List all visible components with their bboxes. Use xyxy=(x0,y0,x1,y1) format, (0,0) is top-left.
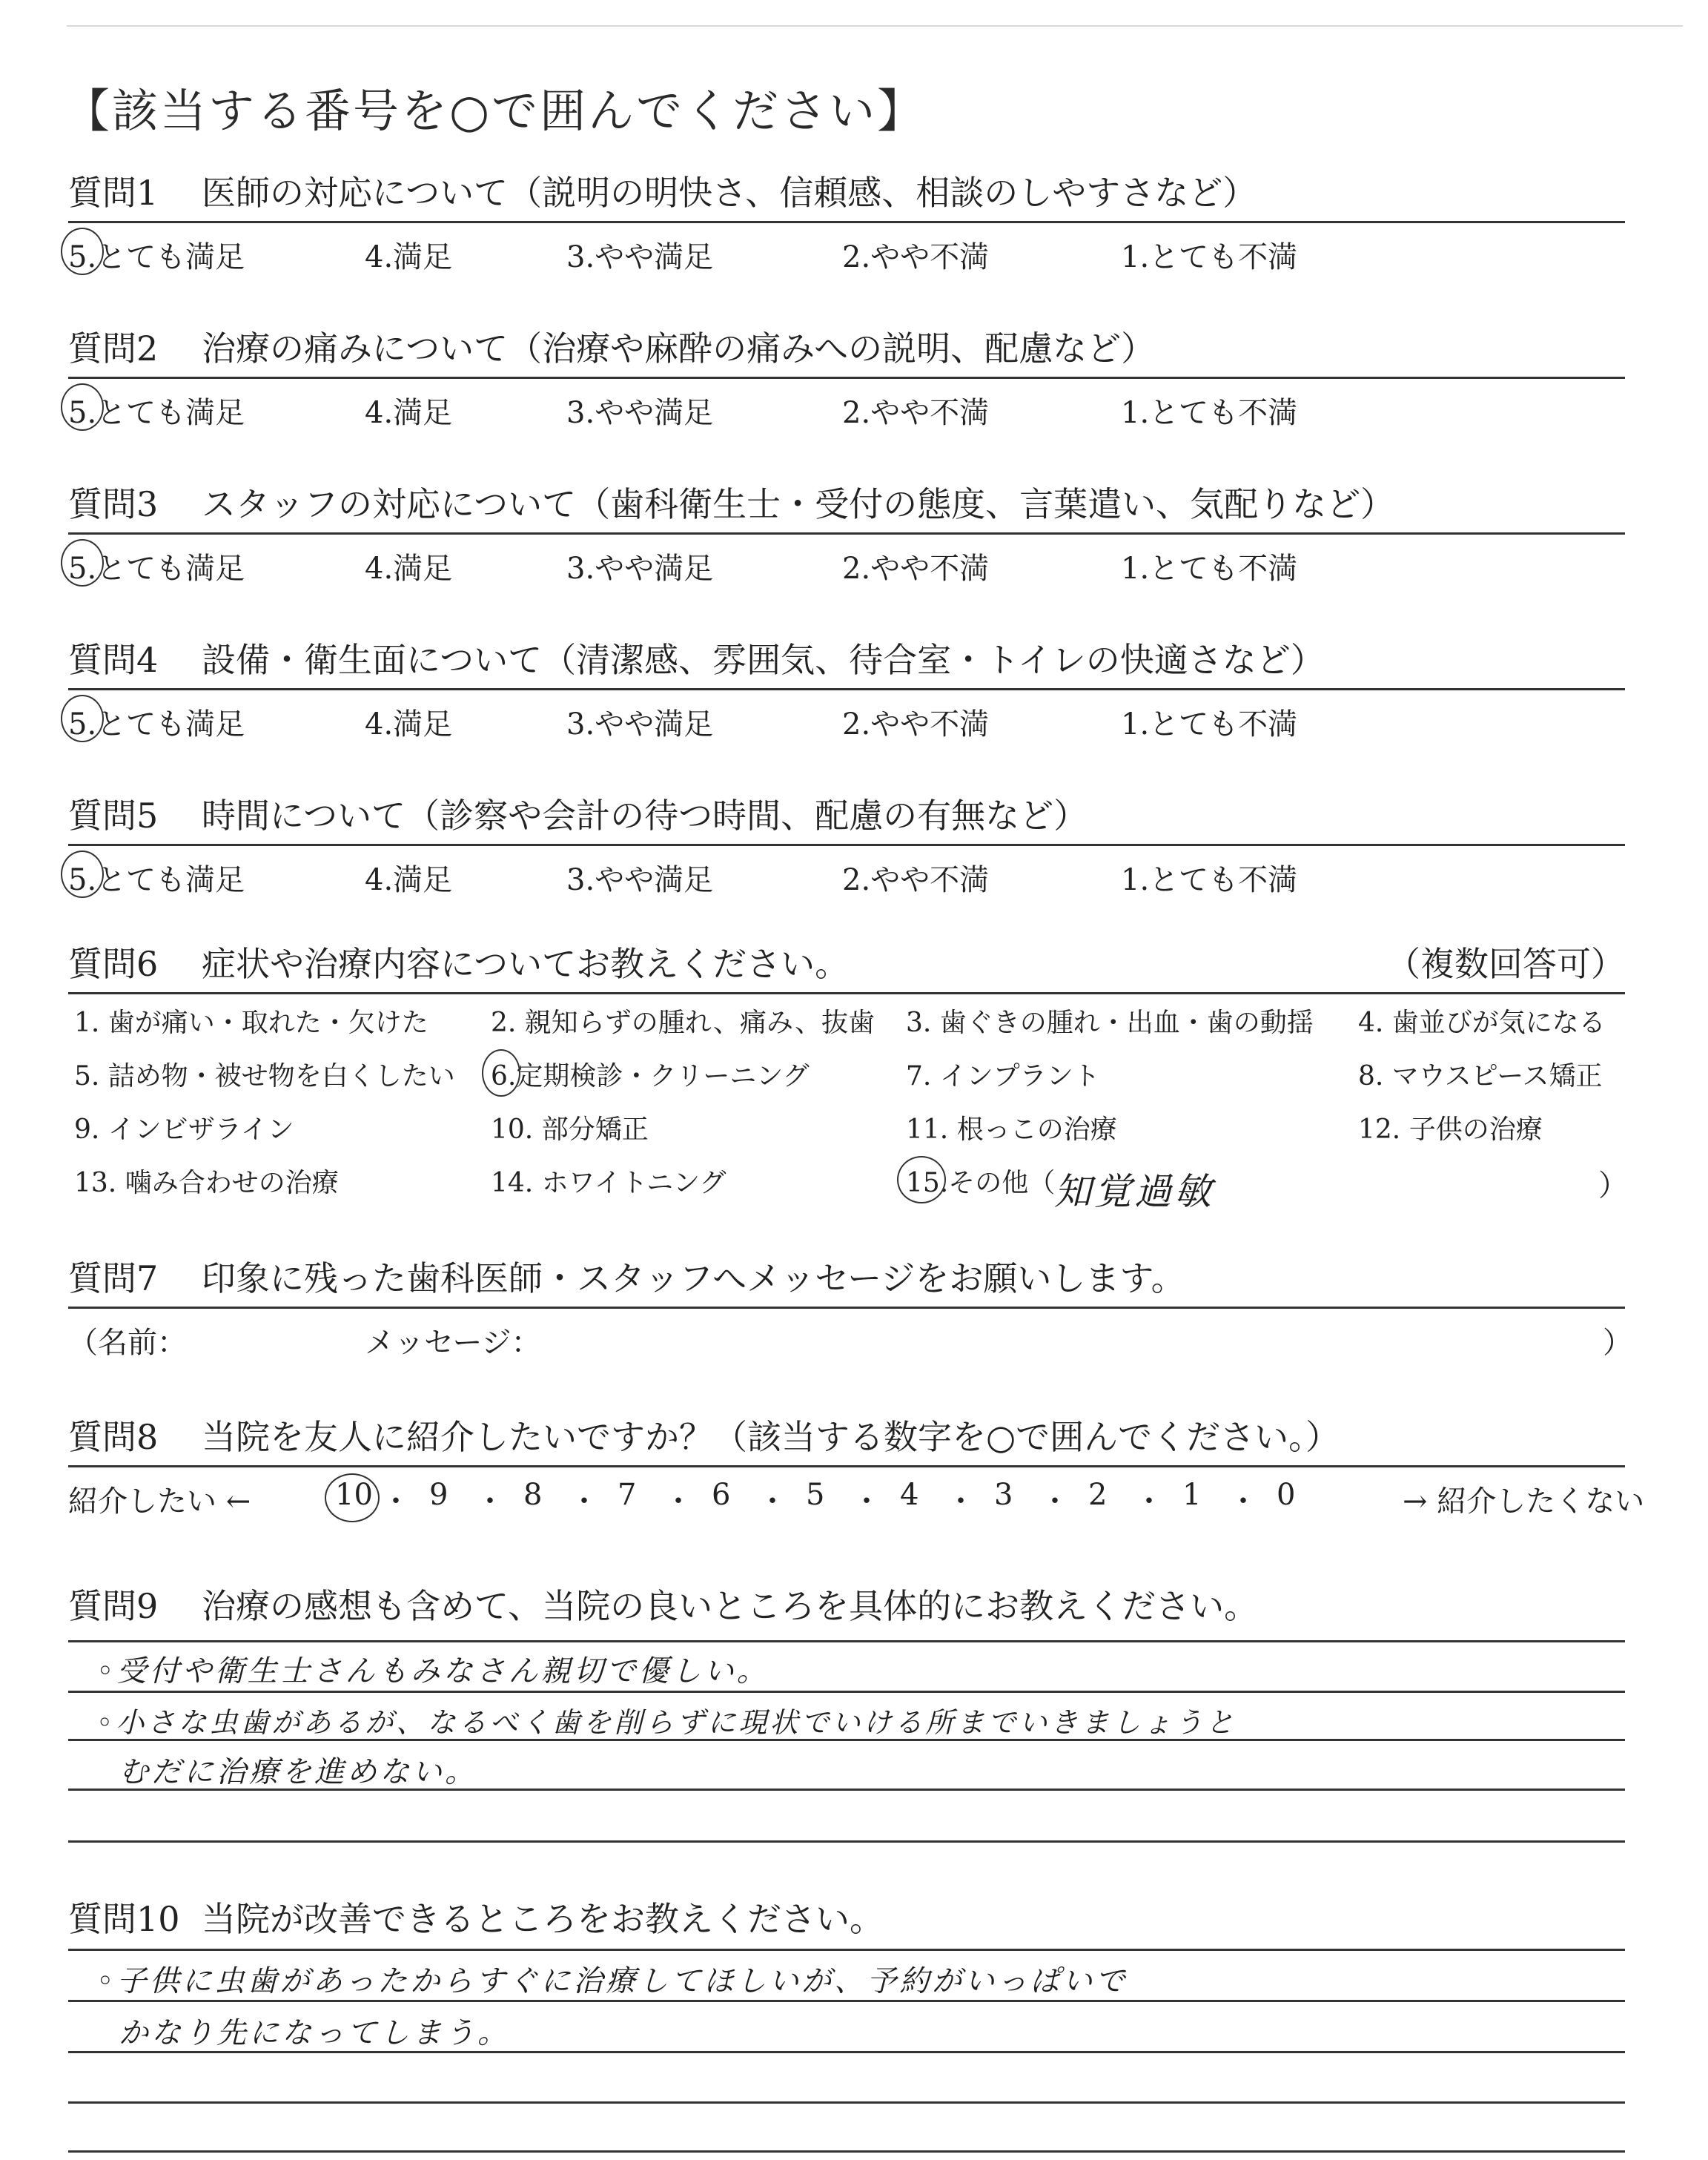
q8-scale-value[interactable]: 1 xyxy=(1182,1478,1202,1512)
q8-scale-value[interactable]: 3 xyxy=(994,1478,1013,1512)
q8-scale-separator: ・ xyxy=(381,1484,411,1519)
q8-scale-separator: ・ xyxy=(946,1484,976,1519)
q8-scale-separator: ・ xyxy=(1134,1484,1164,1519)
rating-option[interactable]: 4.満足 xyxy=(365,707,453,742)
q7-close: ） xyxy=(1603,1326,1632,1360)
rating-option[interactable]: 3.やや満足 xyxy=(566,552,714,586)
question-7-number: 質問7 xyxy=(68,1258,159,1298)
selection-circle xyxy=(61,539,104,587)
selection-circle xyxy=(61,383,104,431)
question-1-options xyxy=(68,223,1625,277)
q6-other-close: ） xyxy=(1598,1169,1628,1203)
selection-circle xyxy=(897,1156,946,1203)
q6-option[interactable]: 8. マウスピース矯正 xyxy=(1358,1061,1603,1091)
q7-message-label: メッセージ： xyxy=(365,1326,541,1360)
rating-option[interactable]: 5.とても満足 xyxy=(68,863,245,897)
q8-scale xyxy=(68,1467,1645,1524)
q8-scale-value[interactable]: 2 xyxy=(1088,1478,1108,1512)
q8-scale-separator: ・ xyxy=(475,1484,505,1519)
question-3-title xyxy=(68,476,1625,535)
question-5-number: 質問5 xyxy=(68,796,159,836)
rating-option[interactable]: 1.とても不満 xyxy=(1121,552,1298,586)
rating-option[interactable]: 5.とても満足 xyxy=(68,240,245,274)
question-4-text: 設備・衛生面について（清潔感、雰囲気、待合室・トイレの快適さなど） xyxy=(202,640,1325,680)
q9-answer-line-1: ◦受付や衛生士さんもみなさん親切で優しい。 xyxy=(96,1654,769,1688)
question-7-text: 印象に残った歯科医師・スタッフへメッセージをお願いします。 xyxy=(202,1258,1185,1298)
question-6-note: （複数回答可） xyxy=(1386,944,1625,984)
page-heading: 【該当する番号を○で囲んでください】 xyxy=(64,84,926,138)
question-7-fields xyxy=(68,1309,1632,1362)
rating-option[interactable]: 5.とても満足 xyxy=(68,707,245,742)
q8-scale-value[interactable]: 8 xyxy=(523,1478,543,1512)
q9-answer-line-2: ◦小さな虫歯があるが、なるべく歯を削らずに現状でいける所までいきましょうと xyxy=(96,1706,1237,1739)
q10-line-2 xyxy=(68,2000,1625,2002)
q6-option[interactable]: 5. 詰め物・被せ物を白くしたい xyxy=(74,1061,455,1091)
q6-option[interactable]: 3. 歯ぐきの腫れ・出血・歯の動揺 xyxy=(906,1008,1314,1038)
question-2 xyxy=(68,320,1625,432)
question-10-text: 当院が改善できるところをお教えください。 xyxy=(202,1899,884,1939)
q6-option[interactable]: 15.その他（ xyxy=(906,1168,1056,1198)
q8-scale-value[interactable]: 5 xyxy=(806,1478,825,1512)
top-rule xyxy=(67,25,1683,27)
rating-option[interactable]: 3.やや満足 xyxy=(566,240,714,274)
question-2-options xyxy=(68,379,1625,432)
question-5 xyxy=(68,787,1625,899)
question-7 xyxy=(68,1250,1632,1362)
question-10-title xyxy=(68,1891,1625,1947)
q9-line-1 xyxy=(68,1640,1625,1642)
rating-option[interactable]: 2.やや不満 xyxy=(842,396,990,430)
question-9-text: 治療の感想も含めて、当院の良いところを具体的にお教えください。 xyxy=(202,1586,1259,1626)
q6-option[interactable]: 10. 部分矯正 xyxy=(491,1114,649,1145)
q10-answer-line-1: ◦子供に虫歯があったからすぐに治療してほしいが、予約がいっぱいで xyxy=(96,1964,1128,1998)
question-8 xyxy=(68,1409,1645,1524)
q6-option[interactable]: 14. ホワイトニング xyxy=(491,1168,726,1198)
question-7-title xyxy=(68,1250,1625,1309)
question-3-options xyxy=(68,535,1625,588)
rating-option[interactable]: 2.やや不満 xyxy=(842,863,990,897)
question-9-number: 質問9 xyxy=(68,1586,159,1626)
question-9 xyxy=(68,1578,1625,1634)
q7-name-label: （名前： xyxy=(68,1326,187,1360)
q9-line-2 xyxy=(68,1691,1625,1693)
question-5-options xyxy=(68,846,1625,899)
q8-scale-separator: ・ xyxy=(1040,1484,1070,1519)
question-1-title xyxy=(68,165,1625,223)
q8-scale-separator: ・ xyxy=(1228,1484,1258,1519)
q6-options-grid xyxy=(68,994,1628,1217)
question-8-text: 当院を友人に紹介したいですか？（該当する数字を○で囲んでください。） xyxy=(202,1417,1340,1457)
question-1-text: 医師の対応について（説明の明快さ、信頼感、相談のしやすさなど） xyxy=(202,173,1257,213)
question-8-title xyxy=(68,1409,1625,1467)
question-2-number: 質問2 xyxy=(68,328,159,369)
question-3 xyxy=(68,476,1625,588)
q10-line-1 xyxy=(68,1949,1625,1951)
q8-scale-value[interactable]: 6 xyxy=(712,1478,731,1512)
rating-option[interactable]: 4.満足 xyxy=(365,396,453,430)
rating-option[interactable]: 5.とても満足 xyxy=(68,396,245,430)
q9-line-5 xyxy=(68,1840,1625,1843)
q10-answer-line-2: かなり先になってしまう。 xyxy=(119,2016,510,2050)
q8-scale-separator: ・ xyxy=(569,1484,599,1519)
rating-option[interactable]: 4.満足 xyxy=(365,240,453,274)
q8-scale-value[interactable]: 0 xyxy=(1277,1478,1296,1512)
question-4-title xyxy=(68,632,1625,690)
rating-option[interactable]: 1.とても不満 xyxy=(1121,240,1298,274)
q6-option[interactable]: 4. 歯並びが気になる xyxy=(1358,1008,1606,1038)
question-1 xyxy=(68,165,1625,277)
q10-line-5 xyxy=(68,2150,1625,2153)
rating-option[interactable]: 3.やや満足 xyxy=(566,707,714,742)
q6-other-answer: 知覚過敏 xyxy=(1054,1170,1214,1213)
selection-circle xyxy=(482,1049,520,1097)
q6-option[interactable]: 2. 親知らずの腫れ、痛み、抜歯 xyxy=(491,1008,875,1038)
question-1-number: 質問1 xyxy=(68,173,159,213)
q10-line-4 xyxy=(68,2101,1625,2104)
q8-left-label: 紹介したい ← xyxy=(68,1484,251,1519)
rating-option[interactable]: 3.やや満足 xyxy=(566,863,714,897)
q6-option[interactable]: 9. インビザライン xyxy=(74,1114,294,1145)
question-5-title xyxy=(68,787,1625,846)
q8-scale-value[interactable]: 4 xyxy=(900,1478,919,1512)
question-3-number: 質問3 xyxy=(68,484,159,524)
rating-option[interactable]: 2.やや不満 xyxy=(842,552,990,586)
rating-option[interactable]: 5.とても満足 xyxy=(68,552,245,586)
q6-option[interactable]: 1. 歯が痛い・取れた・欠けた xyxy=(74,1008,428,1038)
question-4-number: 質問4 xyxy=(68,640,159,680)
q8-scale-value[interactable]: 10 xyxy=(335,1478,373,1512)
question-6-number: 質問6 xyxy=(68,944,159,984)
rating-option[interactable]: 4.満足 xyxy=(365,552,453,586)
rating-option[interactable]: 3.やや満足 xyxy=(566,396,714,430)
q6-option[interactable]: 7. インプラント xyxy=(906,1061,1100,1091)
q8-right-label: → 紹介したくない xyxy=(1403,1484,1645,1519)
q8-scale-separator: ・ xyxy=(758,1484,787,1519)
rating-option[interactable]: 1.とても不満 xyxy=(1121,863,1298,897)
question-5-text: 時間について（診察や会計の待つ時間、配慮の有無など） xyxy=(202,796,1088,836)
question-10 xyxy=(68,1891,1625,1947)
q6-option[interactable]: 13. 噛み合わせの治療 xyxy=(74,1168,339,1198)
rating-option[interactable]: 2.やや不満 xyxy=(842,240,990,274)
q6-option[interactable]: 12. 子供の治療 xyxy=(1358,1114,1543,1145)
q6-option[interactable]: 11. 根っこの治療 xyxy=(906,1114,1117,1145)
q8-scale-value[interactable]: 9 xyxy=(429,1478,448,1512)
q8-scale-separator: ・ xyxy=(852,1484,881,1519)
selection-circle xyxy=(61,228,104,275)
question-6-title xyxy=(68,936,1625,994)
rating-option[interactable]: 1.とても不満 xyxy=(1121,707,1298,742)
rating-option[interactable]: 4.満足 xyxy=(365,863,453,897)
rating-option[interactable]: 2.やや不満 xyxy=(842,707,990,742)
selection-circle xyxy=(61,695,104,742)
question-10-number: 質問10 xyxy=(68,1899,180,1939)
q8-scale-value[interactable]: 7 xyxy=(618,1478,637,1512)
question-2-text: 治療の痛みについて（治療や麻酔の痛みへの説明、配慮など） xyxy=(202,328,1156,369)
question-3-text: スタッフの対応について（歯科衛生士・受付の態度、言葉遣い、気配りなど） xyxy=(202,484,1395,524)
q6-option[interactable]: 6.定期検診・クリーニング xyxy=(491,1061,810,1091)
question-8-number: 質問8 xyxy=(68,1417,159,1457)
question-4 xyxy=(68,632,1625,744)
question-6 xyxy=(68,936,1628,1217)
question-4-options xyxy=(68,690,1625,744)
q8-scale-separator: ・ xyxy=(663,1484,693,1519)
question-6-text: 症状や治療内容についてお教えください。 xyxy=(202,944,850,984)
question-9-title xyxy=(68,1578,1625,1634)
selection-circle xyxy=(61,851,104,898)
rating-option[interactable]: 1.とても不満 xyxy=(1121,396,1298,430)
selection-circle xyxy=(325,1473,380,1522)
question-2-title xyxy=(68,320,1625,379)
q9-answer-line-3: むだに治療を進めない。 xyxy=(119,1755,477,1789)
